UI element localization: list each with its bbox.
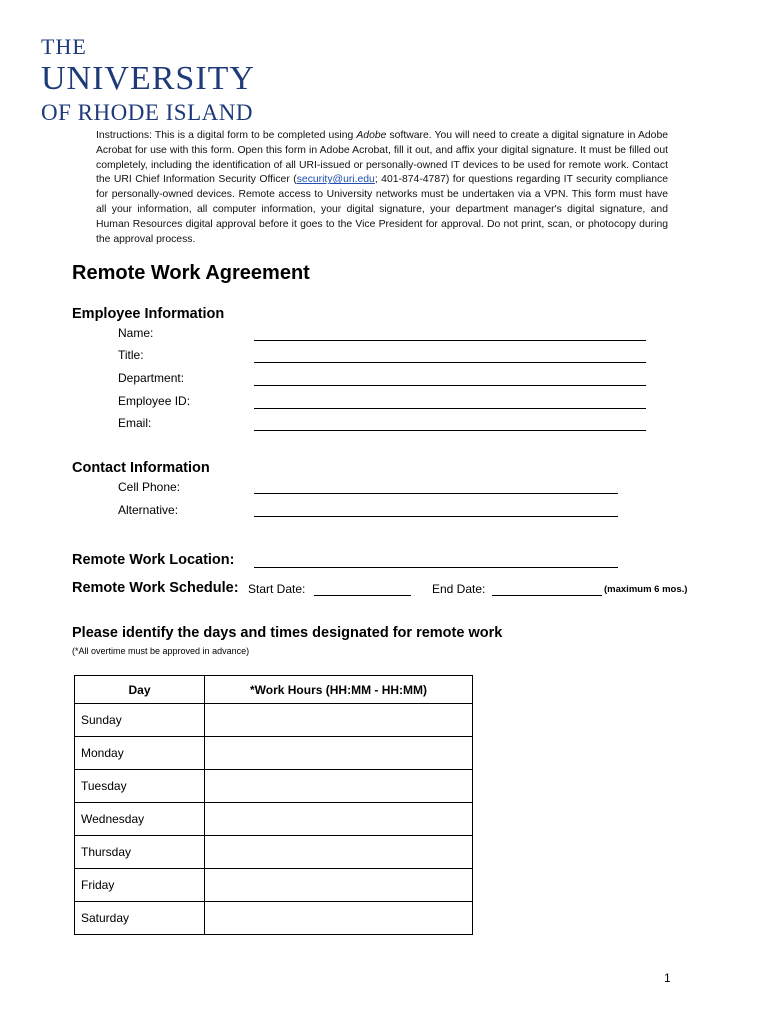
employee-info-heading: Employee Information <box>72 306 225 322</box>
contact-info-heading: Contact Information <box>72 460 210 476</box>
hours-input-cell[interactable] <box>205 737 473 770</box>
instructions-adobe: Adobe <box>356 130 387 141</box>
max-duration-note: (maximum 6 mos.) <box>604 584 688 595</box>
instructions-text-2: software. You will need to create a digital signature in Adobe Acrobat for use with this form. Open this form in Adobe Acrobat, fill it out, and affix your digital signature. It must be filled out completely, including the identification of all URI-issued or personally-owned IT devices to be used for remote work. Contact the URI Chief Information Security Officer ( <box>96 130 669 186</box>
cell-phone-label: Cell Phone: <box>118 480 181 494</box>
day-cell: Tuesday <box>75 770 205 803</box>
table-row <box>75 737 473 770</box>
day-cell: Sunday <box>75 704 205 737</box>
day-cell: Wednesday <box>75 803 205 836</box>
remote-location-field[interactable] <box>254 567 618 568</box>
day-cell: Friday <box>75 869 205 902</box>
department-label: Department: <box>118 371 185 385</box>
instructions-paragraph <box>96 129 668 247</box>
start-date-field[interactable] <box>314 595 411 596</box>
email-field[interactable] <box>254 430 646 431</box>
table-header-row <box>75 676 473 704</box>
name-label: Name: <box>118 326 154 340</box>
remote-schedule-label: Remote Work Schedule: <box>72 580 239 596</box>
day-cell: Saturday <box>75 902 205 935</box>
hours-input-cell[interactable] <box>205 803 473 836</box>
logo-line-rhode-island: OF RHODE ISLAND <box>41 100 253 125</box>
end-date-field[interactable] <box>492 595 602 596</box>
logo-line-university: UNIVERSITY <box>41 60 255 97</box>
table-row <box>75 770 473 803</box>
day-cell: Thursday <box>75 836 205 869</box>
department-field[interactable] <box>254 385 646 386</box>
overtime-note: (*All overtime must be approved in advance) <box>72 646 250 656</box>
work-hours-table <box>74 675 473 935</box>
alternative-field[interactable] <box>254 516 618 517</box>
hours-input-cell[interactable] <box>205 869 473 902</box>
table-row <box>75 803 473 836</box>
end-date-label: End Date: <box>432 582 486 596</box>
name-field[interactable] <box>254 340 646 341</box>
page-title: Remote Work Agreement <box>72 262 310 284</box>
instructions-text-1: Instructions: This is a digital form to be completed using <box>96 130 357 141</box>
title-label: Title: <box>118 348 144 362</box>
hours-input-cell[interactable] <box>205 704 473 737</box>
employee-id-label: Employee ID: <box>118 394 191 408</box>
page-number: 1 <box>664 971 671 985</box>
alternative-label: Alternative: <box>118 503 179 517</box>
table-row <box>75 836 473 869</box>
table-row <box>75 902 473 935</box>
email-label: Email: <box>118 416 152 430</box>
employee-id-field[interactable] <box>254 408 646 409</box>
instructions-text-3: ; 401-874-4787) for questions regarding IT security compliance for personally-owned devices. Remote access to University networks must be undertaken via a VPN. This form must have all your information, all computer information, your digital signature, your department manager's digital signature, and Human Resources digital approval before it goes to the Vice President for approval. Do not print, scan, or photocopy during the approval process. <box>96 174 668 245</box>
title-field[interactable] <box>254 362 646 363</box>
logo-line-the: THE <box>41 34 87 59</box>
cell-phone-field[interactable] <box>254 493 618 494</box>
hours-input-cell[interactable] <box>205 770 473 803</box>
start-date-label: Start Date: <box>248 582 306 596</box>
security-email-link[interactable]: security@uri.edu <box>296 174 375 186</box>
day-column-header: Day <box>75 676 205 704</box>
day-cell: Monday <box>75 737 205 770</box>
days-heading: Please identify the days and times designated for remote work <box>72 625 503 641</box>
hours-column-header: *Work Hours (HH:MM - HH:MM) <box>205 676 473 704</box>
table-row <box>75 869 473 902</box>
hours-input-cell[interactable] <box>205 836 473 869</box>
table-row <box>75 704 473 737</box>
remote-location-label: Remote Work Location: <box>72 552 235 568</box>
hours-input-cell[interactable] <box>205 902 473 935</box>
